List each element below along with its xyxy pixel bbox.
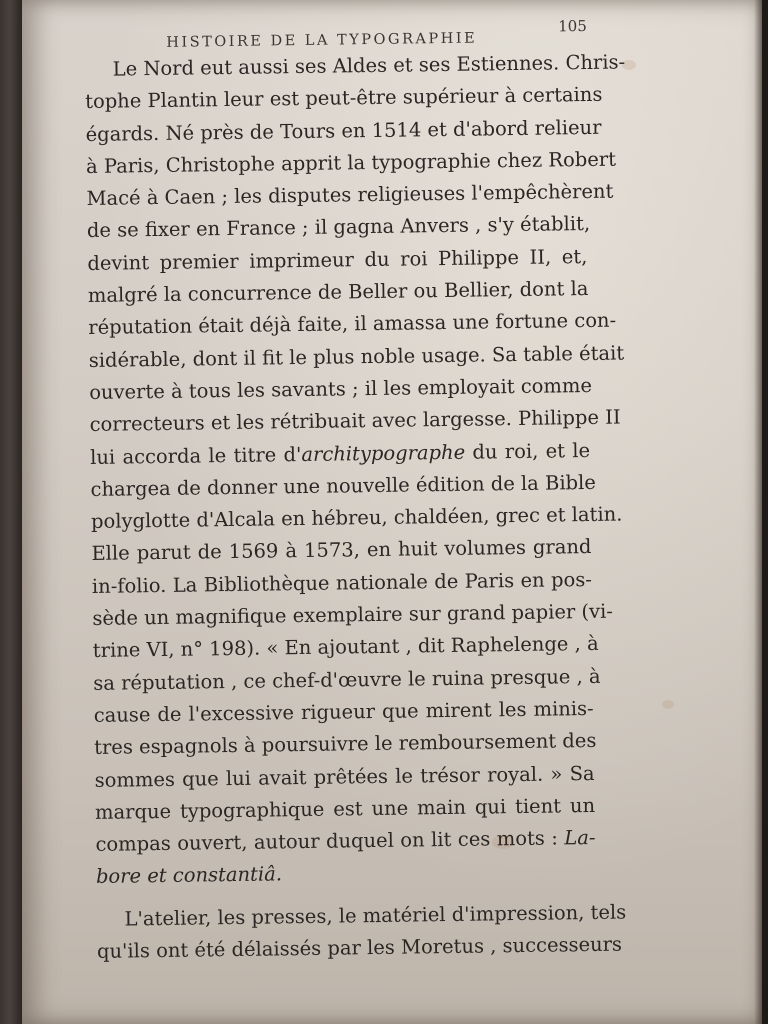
italic-motto: bore et constantiâ. bbox=[95, 862, 283, 889]
page-number: 105 bbox=[558, 16, 587, 36]
text-line: marque typographique est une main qui tient un bbox=[94, 793, 596, 824]
text-line: égards. Né près de Tours en 1514 et d'abord relieur bbox=[85, 115, 602, 146]
page-edge-shadow bbox=[754, 0, 762, 1024]
text-line-tail: du roi, et le bbox=[464, 438, 591, 464]
book-page bbox=[22, 0, 762, 1024]
text-line: sa réputation , ce chef-d'œuvre le ruina presque , à bbox=[93, 664, 601, 695]
text-line: trine VI, n° 198). « En ajoutant , dit Raphelenge , à bbox=[92, 632, 599, 663]
text-line: de se fixer en France ; il gagna Anvers , s'y établit, bbox=[86, 212, 591, 243]
text-line: cause de l'excessive rigueur que mirent les minis- bbox=[93, 696, 594, 727]
running-head: HISTOIRE DE LA TYPOGRAPHIE bbox=[166, 30, 478, 51]
text-line-with-italic bbox=[96, 854, 596, 893]
text-line: malgré la concurrence de Beller ou Bellier, dont la bbox=[87, 277, 589, 308]
text-line: tres espagnols à poursuivre le remboursement des bbox=[94, 729, 597, 760]
italic-motto: La- bbox=[564, 826, 596, 850]
text-line: réputation était déjà faite, il amassa une fortune con- bbox=[88, 308, 617, 340]
text-line: Macé à Caen ; les disputes religieuses l'empêchèrent bbox=[86, 179, 614, 211]
text-line: Elle parut de 1569 à 1573, en huit volumes grand bbox=[91, 535, 592, 566]
text-line: devint premier imprimeur du roi Philippe II, et, bbox=[87, 244, 588, 275]
text-line: sidérable, dont il fit le plus noble usage. Sa table était bbox=[88, 341, 625, 372]
text-line: tophe Plantin leur est peut-être supérieur à certains bbox=[85, 83, 603, 114]
text-line: sommes que lui avait prêtées le trésor royal. » Sa bbox=[94, 761, 595, 792]
text-line: ouverte à tous les savants ; il les employait comme bbox=[89, 373, 593, 404]
text-line: à Paris, Christophe apprit la typographie chez Robert bbox=[85, 147, 617, 178]
text-line: sède un magnifique exemplaire sur grand papier (vi- bbox=[92, 599, 614, 630]
text-line: correcteurs et les rétribuait avec largesse. Philippe II bbox=[89, 405, 621, 437]
paper-stain bbox=[662, 700, 674, 709]
text-block bbox=[84, 10, 657, 968]
text-line: chargea de donner une nouvelle édition de la Bible bbox=[90, 470, 597, 501]
text-line: in-folio. La Bibliothèque nationale de Paris en pos- bbox=[91, 567, 593, 598]
text-line-head: compas ouvert, autour duquel on lit ces mots : bbox=[95, 826, 565, 857]
text-line: L'atelier, les presses, le matériel d'impression, tels bbox=[124, 900, 627, 931]
text-line: Le Nord eut aussi ses Aldes et ses Estiennes. Chris- bbox=[112, 50, 626, 81]
text-line-head: lui accorda le titre d' bbox=[89, 442, 302, 469]
text-line: qu'ils ont été délaissés par les Moretus , successeurs bbox=[96, 932, 623, 963]
text-line: polyglotte d'Alcala en hébreu, chaldéen, grec et latin. bbox=[90, 502, 623, 534]
italic-term: architypographe bbox=[301, 440, 466, 466]
